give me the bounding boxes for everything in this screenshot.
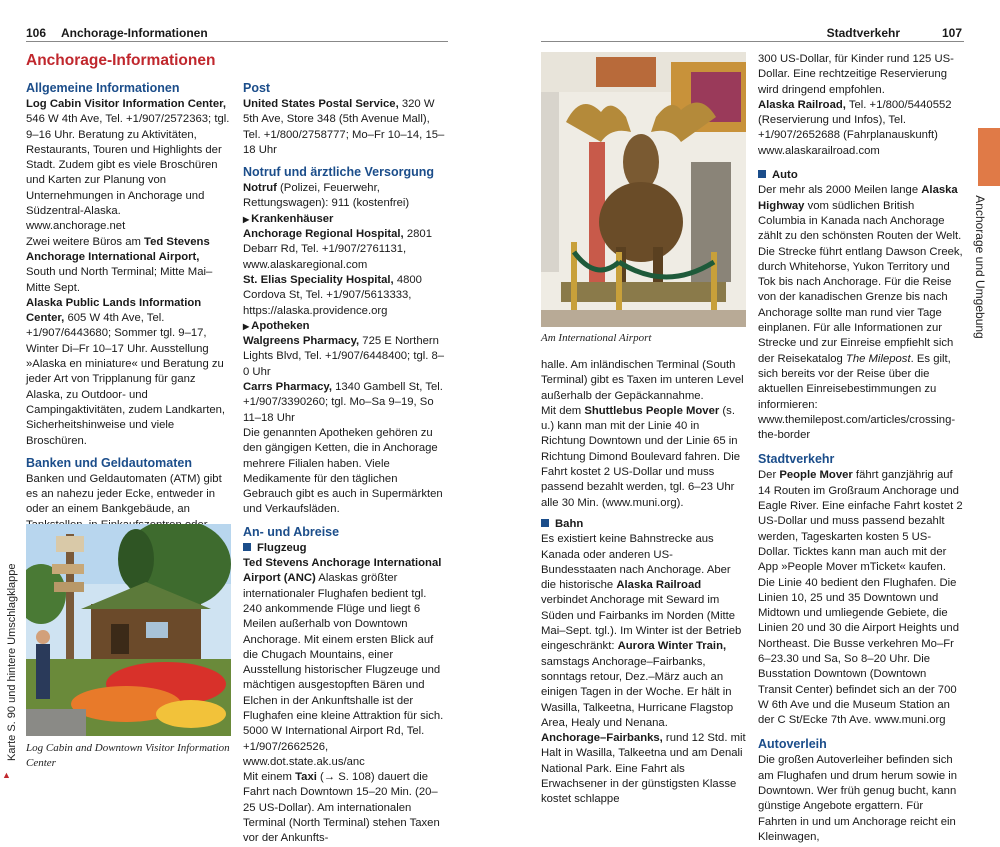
log-cabin-text: 546 W 4th Ave, Tel. +1/907/2572363; tgl. 9–16 Uhr. Beratung zu Aktivitäten, Restaurants, Touren und Highlights der Stadt. Zudem gibt es viele Broschüren und Karten zur Planung von Unternehmungen in Anchorage und Südzentral-Alaska. — [26, 113, 230, 218]
cabin-door — [111, 624, 129, 654]
car-pre: Der mehr als 2000 Meilen lange — [758, 184, 922, 197]
banks-text: Banken und Geldautomaten (ATM) gibt es an nahezu jeder Ecke, entweder in oder an einem Bankgebäude, an — [26, 472, 222, 516]
hospital1-entry — [243, 227, 448, 273]
pharmacy1-text: 725 E Northern Lights Blvd, Tel. +1/907/6448400; tgl. 8–0 Uhr — [243, 335, 445, 378]
rail-label: Bahn — [555, 517, 584, 530]
hospital1-text: 2801 Debarr Rd, Tel. +1/907/2761131, www.alaskaregional.com — [243, 228, 432, 271]
hospital2-entry — [243, 273, 448, 319]
column-3 — [541, 358, 746, 808]
sign-board-2 — [52, 564, 84, 574]
floor — [541, 310, 746, 327]
pharmacy2-text: 1340 Gambell St, Tel. +1/907/3390260; tgl. Mo–Sa 9–19, So 11–18 Uhr — [243, 381, 443, 424]
rail-entry — [541, 532, 746, 731]
car-entry — [758, 183, 963, 443]
car-label: Auto — [772, 169, 798, 182]
railroad-website: www.alaskarailroad.com — [758, 144, 880, 157]
winter-train-name: Aurora Winter Train, — [617, 640, 727, 653]
public-lands-text: 605 W 4th Ave, Tel. +1/907/6443680; Sommer tgl. 9–17, Winter Di–Fr 10–17 Uhr. Ausstellung »Alaska en miniature« und Beratung zu jeder Art von Tripplanung für ganz Alaska, zu Outdoor- und Campingaktivitäten, zudem Landkarten, Sicherheitshinweise und viele Broschüren. — [26, 312, 226, 447]
rail-name: Alaska Railroad — [616, 579, 702, 592]
sidewalk — [26, 709, 86, 736]
right-running-head: Stadtverkehr — [826, 26, 900, 40]
public-lands-name: Alaska Public Lands Information Center, — [26, 296, 202, 325]
chapter-side-tab: Anchorage und Umgebung — [973, 195, 987, 339]
log-cabin-website: www.anchorage.net — [26, 220, 126, 233]
public-lands-entry — [26, 296, 231, 449]
taxi-continued: halle. Am inländischen Terminal (South Terminal) gibt es Taxen im unteren Level außerhalb der Gepäckannahme. — [541, 359, 744, 402]
pharmacies-subheading — [243, 319, 448, 334]
moose-head — [623, 134, 659, 190]
flight-subheading — [243, 541, 448, 556]
cabin-window — [146, 622, 168, 638]
rail-mid: verbindet Anchorage mit Seward im Süden und Fairbanks im Norden (Mitte Mai–Sept. tgl.). Im Winter ist der Betrieb eingeschränkt: — [541, 594, 742, 653]
column-4 — [758, 52, 963, 845]
airport-photo-caption: Am International Airport — [541, 332, 652, 344]
hospitals-label: Krankenhäuser — [251, 212, 334, 225]
airport-address: 5000 W International Airport Rd, Tel. +1/907/2662526, www.dot.state.ak.us/anc — [243, 725, 425, 768]
hospital2-text: 4800 Cordova St, Tel. +1/907/5613333, https://alaska.providence.org — [243, 273, 422, 317]
mural-top — [596, 57, 656, 87]
banks-heading: Banken und Geldautomaten — [26, 455, 192, 470]
sign-board-1 — [56, 536, 84, 552]
tree-middle — [118, 529, 154, 589]
square-bullet-icon — [758, 170, 766, 178]
triangle-bullet-icon: ▶ — [243, 321, 250, 331]
car-subheading — [758, 168, 963, 183]
hospitals-subheading — [243, 212, 448, 227]
taxi-post: (→ S. 108) dauert die Fahrt nach Downtown 15–20 Min. (20–25 US-Dollar). Am internationalen Terminal (North Terminal) stehen Taxen vor der Ankunfts- — [243, 771, 440, 845]
triangle-bullet-icon: ▶ — [243, 214, 250, 224]
pharmacy-note: Die genannten Apotheken gehören zu den gängigen Ketten, die in Anchorage mehrere Filialen haben. Viele Medikamente für den täglichen Gebrauch gibt es auch in Supermärkten und Verkaufsläden. — [243, 426, 443, 516]
left-page-number: 106 — [26, 26, 47, 40]
fare-continued: 300 US-Dollar, für Kinder rund 125 US-Dollar. Eine rechtzeitige Reservierung wird dringend empfohlen. — [758, 53, 954, 96]
pharmacy1-name: Walgreens Pharmacy, — [243, 335, 360, 348]
log-cabin-entry — [26, 97, 231, 219]
airport-moose-photo — [541, 52, 746, 327]
map-ref-triangle-icon: ▲ — [2, 770, 11, 780]
route-entry — [541, 731, 746, 807]
route-name: Anchorage–Fairbanks, — [541, 732, 663, 745]
moose-body — [599, 182, 683, 262]
car-post: . Es gilt, sich bereits vor der Reise über die aktuellen Einreisebestimmungen zu informieren: www.themilepost.com/articles/crossing-the-border — [758, 352, 956, 442]
airport-entry — [243, 556, 448, 724]
highway-name: Alaska Highway — [758, 184, 958, 212]
pharmacy2-entry — [243, 380, 448, 426]
right-header-rule — [541, 41, 964, 42]
map-reference-note: Karte S. 90 und hintere Umschlagklappe — [6, 563, 18, 761]
rental-text: Die großen Autoverleiher befinden sich am Flughafen und drum herum sowie in Downtown. Wer früh genug bucht, kann günstige Angebote ergattern. Für Fahrten in und um Anchorage reicht ein Kleinwagen, — [758, 754, 958, 843]
log-cabin-name: Log Cabin Visitor Information Center, — [26, 98, 227, 110]
right-page-number: 107 — [941, 26, 962, 40]
left-header-rule — [26, 41, 448, 42]
column-2 — [243, 80, 448, 847]
airport-offices-name: Ted Stevens Anchorage International Airport, — [26, 235, 210, 263]
airport-offices-post: South und North Terminal; Mitte Mai–Mitte Sept. — [26, 266, 213, 294]
notruf-text: (Polizei, Feuerwehr, Rettungswagen): 911 (kostenfrei) — [243, 182, 410, 210]
transit-text: fährt ganzjährig auf 14 Routen im Großraum Anchorage und Eagle River. Eine einfache Fahrt kostet 2 US-Dollar und muss passend bezahlt werden, Tageskarten kosten 5 US-Dollar. Ticktes kann man auch mit der App »People Mover mTicket« kaufen. Die Linie 40 bedient den Flughafen. Die Linien 10, 25 und 35 Downtown und Midtown und umliegende Gebiete, die Linien 20 und 30 die Airport Heights und Northeast. Die Busse verkehren Mo–Fr 6–23.30 und Sa, So 8–20 Uhr. Die Busstation Downtown (Downtown Transit Center) befindet sich an der 700 W 6th Ave und die Museum Station an der C St/Ecke 7th Ave. www.muni.org — [758, 469, 963, 727]
notruf-entry — [243, 181, 448, 212]
airport-offices-entry — [26, 235, 231, 296]
taxi-word: Taxi — [295, 771, 317, 784]
flowers-yellow — [156, 700, 226, 728]
hospital1-name: Anchorage Regional Hospital, — [243, 228, 404, 241]
route-text: rund 12 Std. mit Halt in Wasilla, Talkeetna und am Denali National Park. Eine Fahrt als Erwachsener in der günstigsten Klasse kostet schlappe — [541, 732, 746, 806]
taxi-pre: Mit einem — [243, 771, 296, 784]
post-text: 320 W 5th Ave, Store 348 (5th Avenue Mall), Tel. +1/800/2758777; Mo–Fr 10–14, 15–18 Uhr — [243, 98, 445, 156]
rail-subheading — [541, 517, 746, 532]
square-bullet-icon — [243, 543, 251, 551]
transit-heading: Stadtverkehr — [758, 452, 835, 467]
visitor-head — [36, 630, 50, 644]
sign-board-3 — [54, 582, 84, 592]
shuttle-entry — [541, 404, 746, 511]
car-mid: vom südlichen British Columbia in Kanada nach Anchorage zählt zu den schönsten Routen der Welt. Die Strecke führt entlang Dawson Creek, durch Whitehorse, Yukon Territory und Tok bis nach Anchorage. Für die Reise von der kanadischen Grenze bis nach Anchorage sollte man rund vier Tage einplanen. Für alle Informationen zur Strecke und zur Einreise empfiehlt sich der Reisekatalog — [758, 199, 963, 365]
rail-post: samstags Anchorage–Fairbanks, sonntags retour, Dez.–März auch an einigen Tagen in der Woche. Er hält in Wasilla, Talkeetna, Hurricane Flagstop Area, Healy und Nenana. — [541, 655, 734, 729]
shuttle-name: Shuttlebus People Mover — [584, 404, 720, 417]
railroad-name: Alaska Railroad, — [758, 98, 846, 111]
railroad-entry — [758, 98, 963, 144]
square-bullet-icon — [541, 519, 549, 527]
emergency-heading: Notruf und ärztliche Versorgung — [243, 165, 434, 180]
shuttle-post: (s. u.) kann man mit der Linie 40 in Richtung Downtown und der Linie 65 in Richtung Dimond Boulevard fahren. Die Fahrt kostet 2 US-Dollar und muss passend bezahlt werden, tgl. 6–23 Uhr alle 30 Min. (www.muni.org). — [541, 404, 741, 509]
left-running-head: Anchorage-Informationen — [61, 26, 208, 40]
notruf-label: Notruf — [243, 182, 277, 195]
transit-pre: Der — [758, 469, 780, 482]
pharmacy2-name: Carrs Pharmacy, — [243, 381, 332, 394]
chapter-title: Anchorage-Informationen — [26, 52, 216, 69]
taxi-entry — [243, 770, 448, 846]
people-mover-name: People Mover — [779, 469, 853, 482]
airport-text: Alaskas größter internationaler Flughafen bedient tgl. 240 ankommende Flüge und liegt 6 Meilen außerhalb von Downtown Anchorage. Mit einem ersten Blick auf die Chugach Mountains, einer Ausstellung historischer Flugzeuge und mächtigen ausgestopften Bären und Elchen in der Ankunftshalle ist der Flughafen eine kleine Attraktion für sich. — [243, 572, 444, 722]
log-cabin-photo — [26, 524, 231, 736]
rental-heading: Autoverleih — [758, 737, 827, 752]
milepost-title: The Milepost — [845, 352, 911, 365]
pharmacy1-entry — [243, 334, 448, 380]
airport-name: Ted Stevens Anchorage International Airport (ANC) — [243, 557, 442, 585]
visitor-figure — [36, 644, 50, 699]
display-base — [561, 282, 726, 302]
flight-label: Flugzeug — [257, 541, 307, 554]
general-info-heading: Allgemeine Informationen — [26, 81, 180, 95]
left-wall — [541, 92, 559, 272]
pharmacies-label: Apotheken — [251, 319, 310, 332]
post-name: United States Postal Service, — [243, 98, 399, 110]
arrival-heading: An- und Abreise — [243, 524, 340, 539]
transit-entry — [758, 468, 963, 728]
post-entry — [243, 97, 448, 158]
log-cabin-caption: Log Cabin and Downtown Visitor Information Center — [26, 742, 230, 769]
rail-pre: Es existiert keine Bahnstrecke aus Kanada oder anderen US-Bundesstaaten nach Anchorage. Aber die historische — [541, 533, 731, 592]
hospital2-name: St. Elias Speciality Hospital, — [243, 273, 394, 286]
airport-offices-pre: Zwei weitere Büros am — [26, 235, 145, 248]
shuttle-pre: Mit dem — [541, 404, 585, 417]
post-heading: Post — [243, 81, 271, 95]
railroad-text: Tel. +1/800/5440552 (Reservierung und Infos), Tel. +1/907/2652688 (Fahrplanauskunft) — [758, 98, 952, 142]
